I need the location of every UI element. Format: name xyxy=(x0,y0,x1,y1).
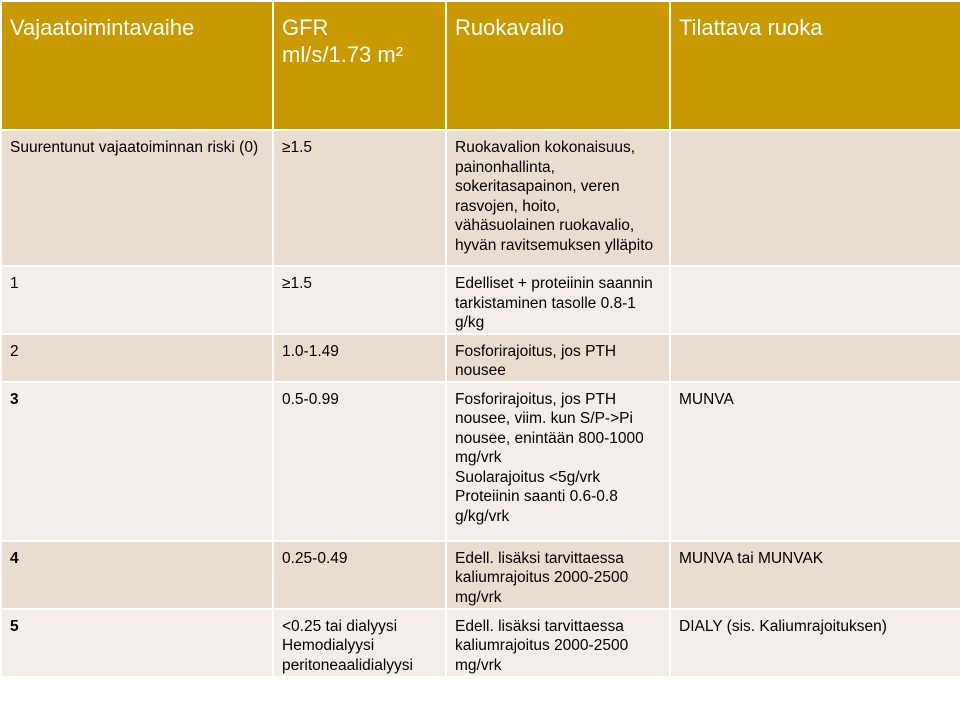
stage-cell: 4 xyxy=(1,541,273,609)
diet-cell: Ruokavalion kokonaisuus, painonhallinta, sokeritasapainon, veren rasvojen, hoito, vähäsuolainen ruokavalio, hyvän ravitsemuksen ylläpito xyxy=(446,130,670,266)
header-gfr: GFR ml/s/1.73 m² xyxy=(273,1,446,130)
table-row xyxy=(1,266,960,334)
table-row xyxy=(1,334,960,382)
order-cell: MUNVA xyxy=(670,382,960,541)
diet-cell: Edell. lisäksi tarvittaessa kaliumrajoitus 2000-2500 mg/vrk xyxy=(446,609,670,677)
gfr-cell: 0.25-0.49 xyxy=(273,541,446,609)
gfr-cell: 0.5-0.99 xyxy=(273,382,446,541)
table-header-row xyxy=(1,1,960,130)
diet-cell: Edell. lisäksi tarvittaessa kaliumrajoitus 2000-2500 mg/vrk xyxy=(446,541,670,609)
order-cell xyxy=(670,130,960,266)
table-row xyxy=(1,541,960,609)
gfr-cell: <0.25 tai dialyysi Hemodialyysi peritoneaalidialyysi xyxy=(273,609,446,677)
gfr-cell: 1.0-1.49 xyxy=(273,334,446,382)
diet-cell: Edelliset + proteiinin saannin tarkistaminen tasolle 0.8-1 g/kg xyxy=(446,266,670,334)
stage-cell: 5 xyxy=(1,609,273,677)
stage-cell: 1 xyxy=(1,266,273,334)
stage-cell: 3 xyxy=(1,382,273,541)
header-diet: Ruokavalio xyxy=(446,1,670,130)
stage-cell: 2 xyxy=(1,334,273,382)
header-stage: Vajaatoimintavaihe xyxy=(1,1,273,130)
header-order: Tilattava ruoka xyxy=(670,1,960,130)
gfr-cell: ≥1.5 xyxy=(273,266,446,334)
gfr-cell: ≥1.5 xyxy=(273,130,446,266)
diet-cell: Fosforirajoitus, jos PTH nousee, viim. kun S/P->Pi nousee, enintään 800-1000 mg/vrk Suolarajoitus <5g/vrk Proteiinin saanti 0.6-0.8 g/kg/vrk xyxy=(446,382,670,541)
order-cell: DIALY (sis. Kaliumrajoituksen) xyxy=(670,609,960,677)
table-row xyxy=(1,609,960,677)
diet-cell: Fosforirajoitus, jos PTH nousee xyxy=(446,334,670,382)
order-cell: MUNVA tai MUNVAK xyxy=(670,541,960,609)
order-cell xyxy=(670,266,960,334)
stage-cell: Suurentunut vajaatoiminnan riski (0) xyxy=(1,130,273,266)
table-row xyxy=(1,130,960,266)
order-cell xyxy=(670,334,960,382)
table-row xyxy=(1,382,960,541)
